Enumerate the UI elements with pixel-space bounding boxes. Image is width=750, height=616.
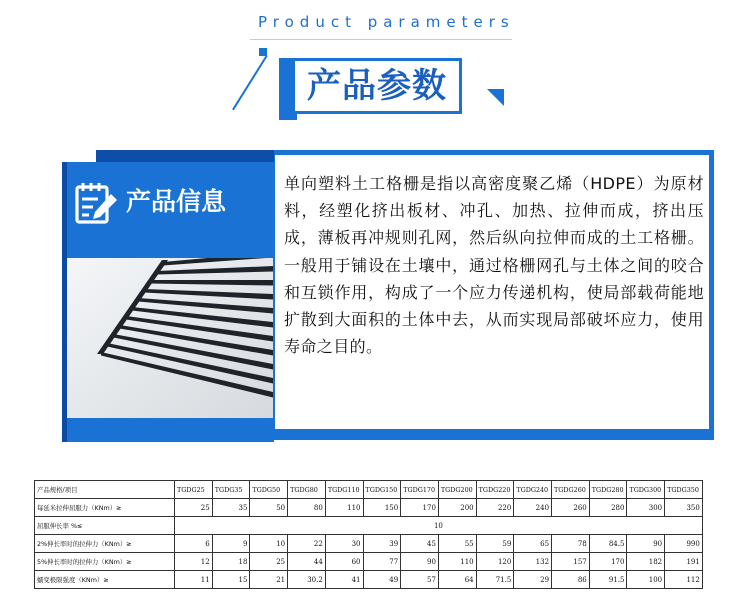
- english-title: Product parameters: [258, 13, 515, 31]
- table-cell: 12: [175, 553, 213, 571]
- table-cell: 50: [250, 499, 288, 517]
- table-header-cell: TGDG260: [552, 481, 590, 499]
- table-header-cell: TGDG80: [288, 481, 326, 499]
- table-cell: 120: [476, 553, 514, 571]
- table-cell: 182: [627, 553, 665, 571]
- table-header-row: [35, 481, 703, 499]
- table-cell: 350: [665, 499, 703, 517]
- notepad-pen-icon: [74, 180, 120, 226]
- table-cell: 100: [627, 571, 665, 589]
- table-row: [35, 553, 703, 571]
- product-photo: [67, 258, 273, 418]
- decor-triangle: [487, 89, 504, 106]
- table-cell: 300: [627, 499, 665, 517]
- table-header-cell: TGDG35: [212, 481, 250, 499]
- table-cell: 10: [250, 535, 288, 553]
- table-cell: 990: [665, 535, 703, 553]
- table-header-cell: TGDG150: [363, 481, 401, 499]
- table-cell: 10: [175, 517, 703, 535]
- table-cell: 65: [514, 535, 552, 553]
- table-cell: 191: [665, 553, 703, 571]
- product-description: 单向塑料土工格栅是指以高密度聚乙烯（HDPE）为原材料，经塑化挤出板材、冲孔、加热、拉伸而成，挤出压成，薄板再冲规则孔网，然后纵向拉伸而成的土工格栅。一般用于铺设在土壤中，通过格栅网孔与土体之间的咬合和互锁作用，构成了一个应力传递机构，使局部载荷能地扩散到大面积的土体中去，从而实现局部破坏应力，使用寿命之目的。: [284, 174, 704, 357]
- table-row-label: 蠕变极限强度（KNm）≥: [35, 571, 175, 589]
- table-cell: 240: [514, 499, 552, 517]
- table-cell: 18: [212, 553, 250, 571]
- table-header-cell: TGDG50: [250, 481, 288, 499]
- table-cell: 22: [288, 535, 326, 553]
- table-cell: 29: [514, 571, 552, 589]
- table-cell: 41: [325, 571, 363, 589]
- table-cell: 35: [212, 499, 250, 517]
- table-header-cell: TGDG300: [627, 481, 665, 499]
- table-header-cell: TGDG110: [325, 481, 363, 499]
- table-cell: 132: [514, 553, 552, 571]
- table-cell: 90: [401, 553, 439, 571]
- table-cell: 84.5: [589, 535, 627, 553]
- table-cell: 30.2: [288, 571, 326, 589]
- table-header-cell: TGDG280: [589, 481, 627, 499]
- table-cell: 55: [438, 535, 476, 553]
- table-cell: 78: [552, 535, 590, 553]
- table-cell: 90: [627, 535, 665, 553]
- table-cell: 112: [665, 571, 703, 589]
- table-cell: 280: [589, 499, 627, 517]
- spec-table: [34, 480, 703, 589]
- table-cell: 77: [363, 553, 401, 571]
- table-cell: 71.5: [476, 571, 514, 589]
- table-header-cell: TGDG200: [438, 481, 476, 499]
- table-header-cell: TGDG25: [175, 481, 213, 499]
- table-cell: 86: [552, 571, 590, 589]
- panel-shadow-top: [96, 150, 274, 162]
- table-cell: 170: [401, 499, 439, 517]
- table-row-label: 每延米拉伸屈服力（KNm）≥: [35, 499, 175, 517]
- title-underline: [250, 39, 512, 40]
- table-cell: 21: [250, 571, 288, 589]
- table-cell: 150: [363, 499, 401, 517]
- table-cell: 45: [401, 535, 439, 553]
- table-cell: 200: [438, 499, 476, 517]
- table-cell: 91.5: [589, 571, 627, 589]
- table-cell: 157: [552, 553, 590, 571]
- table-cell: 59: [476, 535, 514, 553]
- table-cell: 57: [401, 571, 439, 589]
- table-cell: 220: [476, 499, 514, 517]
- table-row: [35, 535, 703, 553]
- table-header-cell: TGDG170: [401, 481, 439, 499]
- table-row-label: 2%伸长率时的拉伸力（KNm）≥: [35, 535, 175, 553]
- table-cell: 39: [363, 535, 401, 553]
- table-cell: 9: [212, 535, 250, 553]
- table-header-cell: TGDG240: [514, 481, 552, 499]
- table-cell: 64: [438, 571, 476, 589]
- table-cell: 6: [175, 535, 213, 553]
- table-cell: 110: [438, 553, 476, 571]
- table-cell: 15: [212, 571, 250, 589]
- table-row-label: 屈服伸长率 %≤: [35, 517, 175, 535]
- table-cell: 25: [250, 553, 288, 571]
- table-cell: 11: [175, 571, 213, 589]
- table-header-label: 产品规格/项目: [35, 481, 175, 499]
- table-row: [35, 517, 703, 535]
- table-header-cell: TGDG220: [476, 481, 514, 499]
- table-cell: 170: [589, 553, 627, 571]
- table-cell: 260: [552, 499, 590, 517]
- table-row: [35, 571, 703, 589]
- page-title: 产品参数: [307, 66, 447, 106]
- table-cell: 80: [288, 499, 326, 517]
- decor-slash: [232, 55, 268, 110]
- table-cell: 49: [363, 571, 401, 589]
- table-header-cell: TGDG350: [665, 481, 703, 499]
- table-row: [35, 499, 703, 517]
- table-cell: 25: [175, 499, 213, 517]
- table-row-label: 5%伸长率时的拉伸力（KNm）≥: [35, 553, 175, 571]
- table-cell: 30: [325, 535, 363, 553]
- info-label: 产品信息: [126, 187, 227, 216]
- table-cell: 44: [288, 553, 326, 571]
- table-cell: 110: [325, 499, 363, 517]
- table-cell: 60: [325, 553, 363, 571]
